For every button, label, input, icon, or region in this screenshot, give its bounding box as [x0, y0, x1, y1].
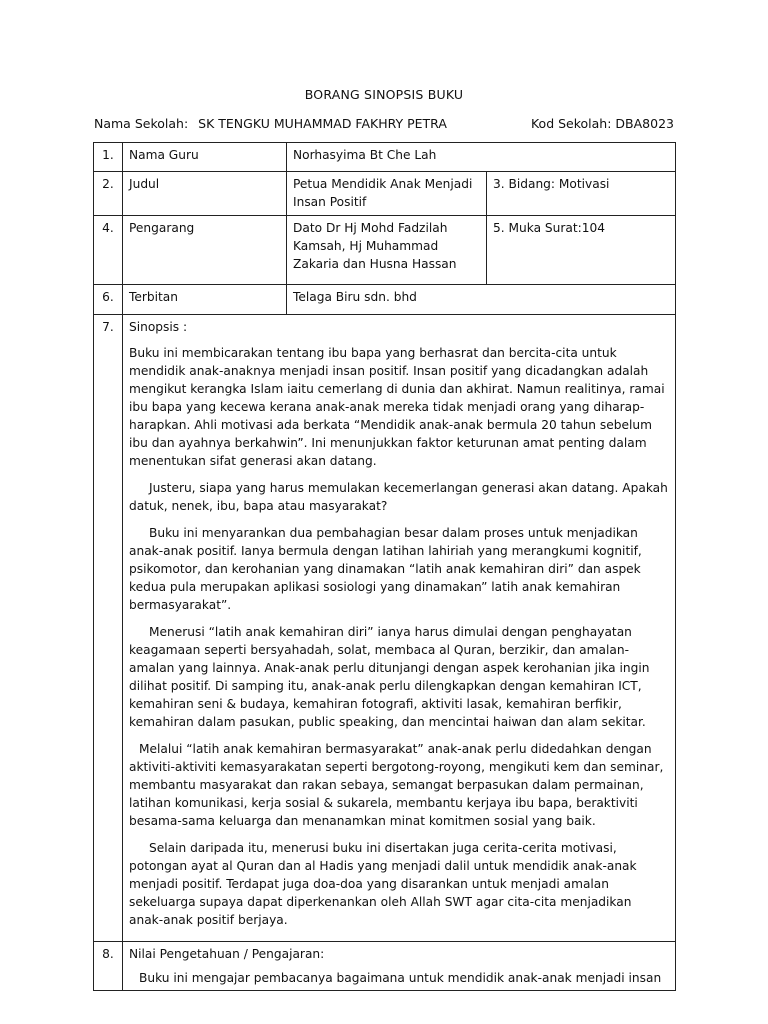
- row-muka-surat: 5. Muka Surat:104: [487, 216, 676, 285]
- nilai-cell: [123, 942, 676, 991]
- synopsis-paragraph: Justeru, siapa yang harus memulakan kecemerlangan generasi akan datang. Apakah datuk, nenek, ibu, bapa atau masyarakat?: [129, 481, 668, 513]
- row-value: Petua Mendidik Anak Menjadi Insan Positif: [287, 172, 487, 216]
- school-info-line: [94, 116, 674, 131]
- row-label: Judul: [123, 172, 287, 216]
- nilai-label: Nilai Pengetahuan / Pengajaran:: [129, 947, 325, 961]
- row-pengarang: [94, 216, 676, 285]
- row-bidang: 3. Bidang: Motivasi: [487, 172, 676, 216]
- row-value: Telaga Biru sdn. bhd: [287, 285, 676, 315]
- synopsis-paragraph: Buku ini membicarakan tentang ibu bapa yang berhasrat dan bercita-cita untuk mendidik anak-anaknya menjadi insan positif. Insan positif yang dicadangkan adalah mengikut kerangka Islam iaitu cemerlang di dunia dan akhirat. Namun realitinya, ramai ibu bapa yang kecewa kerana anak-anak mereka tidak menjadi orang yang diharap-harapkan. Ahli motivasi ada berkata “Mendidik anak-anak bermula 20 tahun sebelum ibu dan ayahnya berkahwin”. Ini menunjukkan faktor keturunan amat penting dalam menentukan sifat generasi akan datang.: [129, 346, 665, 468]
- school-name: [94, 116, 447, 131]
- row-label: Pengarang: [123, 216, 287, 285]
- row-number: 1.: [94, 143, 123, 172]
- row-label: Terbitan: [123, 285, 287, 315]
- synopsis-form-table: [93, 142, 676, 991]
- row-value: Dato Dr Hj Mohd Fadzilah Kamsah, Hj Muhammad Zakaria dan Husna Hassan: [287, 216, 487, 285]
- school-code-value: DBA8023: [615, 116, 674, 131]
- school-code-label: Kod Sekolah:: [530, 116, 612, 131]
- row-number: 4.: [94, 216, 123, 285]
- row-sinopsis: [94, 315, 676, 942]
- row-number: 7.: [94, 315, 123, 942]
- form-title: BORANG SINOPSIS BUKU: [304, 87, 464, 102]
- row-label: Nama Guru: [123, 143, 287, 172]
- row-terbitan: [94, 285, 676, 315]
- row-number: 8.: [94, 942, 123, 991]
- nilai-text: Buku ini mengajar pembacanya bagaimana untuk mendidik anak-anak menjadi insan: [139, 971, 662, 985]
- synopsis-paragraph: Buku ini menyarankan dua pembahagian besar dalam proses untuk menjadikan anak-anak positif. Ianya bermula dengan latihan lahiriah yang merangkumi kognitif, psikomotor, dan kerohanian yang dinamakan “latih anak kemahiran diri” dan aspek kedua pula merupakan aplikasi sosiologi yang dinamakan” latih anak kemahiran bermasyarakat”.: [129, 526, 642, 612]
- row-judul: [94, 172, 676, 216]
- school-name-label: Nama Sekolah:: [94, 116, 189, 131]
- row-number: 6.: [94, 285, 123, 315]
- school-code: [531, 116, 674, 131]
- synopsis-paragraph: Melalui “latih anak kemahiran bermasyarakat” anak-anak perlu didedahkan dengan aktiviti-aktiviti kemasyarakatan seperti bergotong-royong, mengikuti kem dan seminar, membantu masyarakat dan rakan sebaya, semangat berpasukan dalam permainan, latihan komunikasi, kerja sosial & sukarela, membantu kerjaya ibu bapa, beraktiviti besama-sama keluarga dan menanamkan minat komitmen sosial yang baik.: [129, 742, 664, 828]
- synopsis-paragraph: Menerusi “latih anak kemahiran diri” ianya harus dimulai dengan penghayatan keagamaan seperti bersyahadah, solat, membaca al Quran, berzikir, dan amalan-amalan yang lainnya. Anak-anak perlu ditunjangi dengan aspek kerohanian jika ingin dilihat positif. Di samping itu, anak-anak perlu dilengkapkan dengan kemahiran ICT, kemahiran seni & budaya, kemahiran fotografi, aktiviti lasak, kemahiran berfikir, kemahiran dalam pasukan, public speaking, dan mencintai haiwan dan alam sekitar.: [129, 625, 650, 729]
- synopsis-paragraph: Selain daripada itu, menerusi buku ini disertakan juga cerita-cerita motivasi, potongan ayat al Quran dan al Hadis yang menjadi dalil untuk mendidik anak-anak menjadi positif. Terdapat juga doa-doa yang disarankan untuk menjadi amalan sekeluarga supaya dapat diperkenankan oleh Allah SWT agar cita-cita menjadikan anak-anak positif berjaya.: [129, 841, 637, 927]
- synopsis-label: Sinopsis :: [129, 320, 188, 334]
- row-nama-guru: [94, 143, 676, 172]
- row-nilai: [94, 942, 676, 991]
- synopsis-cell: [123, 315, 676, 942]
- row-value: Norhasyima Bt Che Lah: [287, 143, 676, 172]
- school-name-value: SK TENGKU MUHAMMAD FAKHRY PETRA: [198, 116, 447, 131]
- row-number: 2.: [94, 172, 123, 216]
